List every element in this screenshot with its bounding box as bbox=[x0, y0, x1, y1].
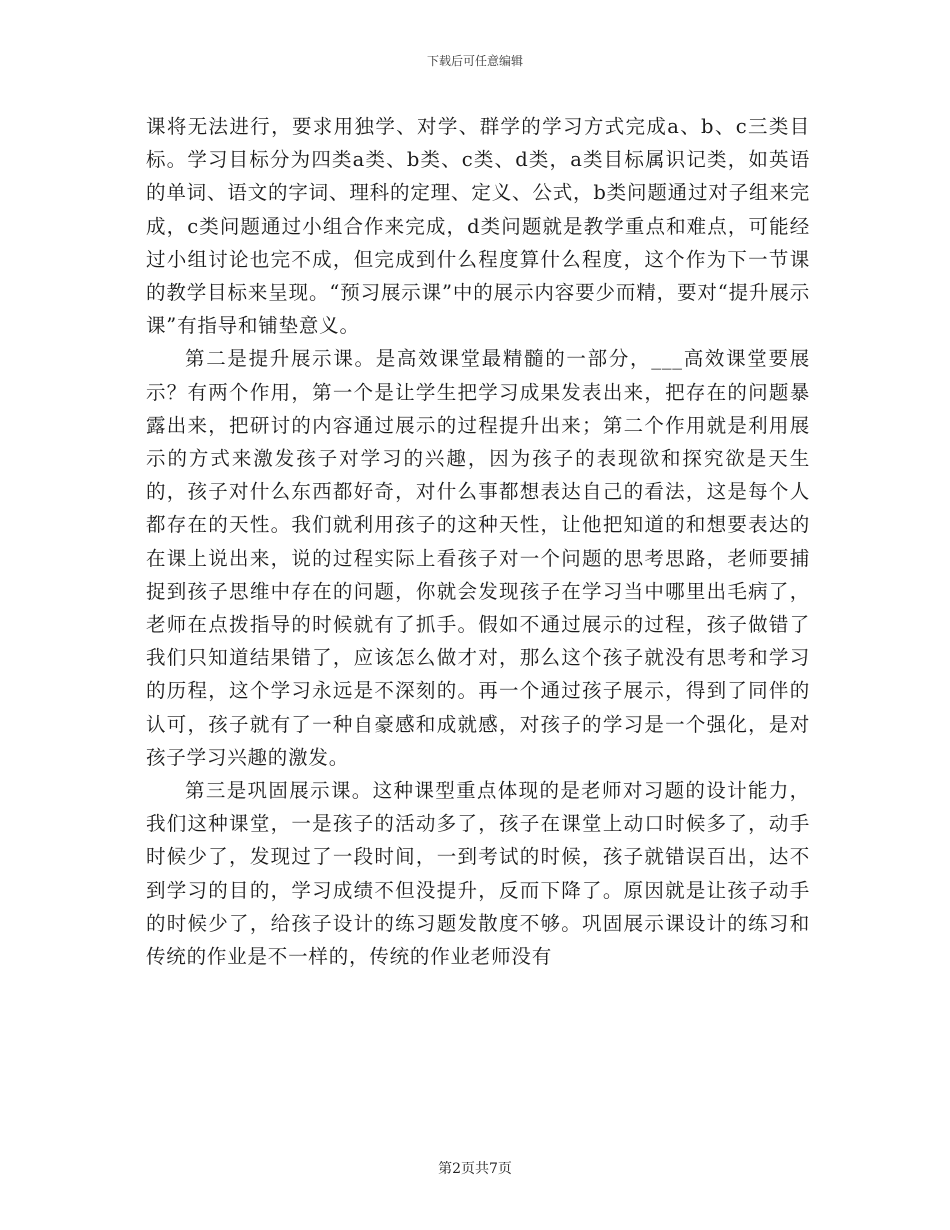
page-header-note: 下载后可任意编辑 bbox=[426, 54, 523, 68]
page-footer-number: 第2页共7页 bbox=[438, 1161, 512, 1177]
document-body bbox=[146, 110, 810, 973]
paragraph-2: 第二是提升展示课。是高效课堂最精髓的一部分，___高效课堂要展示？有两个作用，第一个是让学生把学习成果发表出来，把存在的问题暴露出来，把研讨的内容通过展示的过程提升出来；第二个作用就是利用展示的方式来激发孩子对学习的兴趣，因为孩子的表现欲和探究欲是天生的，孩子对什么东西都好奇，对什么事都想表达自己的看法，这是每个人都存在的天性。我们就利用孩子的这种天性，让他把知道的和想要表达的在课上说出来，说的过程实际上看孩子对一个问题的思考思路，老师要捕捉到孩子思维中存在的问题，你就会发现孩子在学习当中哪里出毛病了，老师在点拨指导的时候就有了抓手。假如不通过展示的过程，孩子做错了我们只知道结果错了，应该怎么做才对，那么这个孩子就没有思考和学习的历程，这个学习永远是不深刻的。再一个通过孩子展示，得到了同伴的认可，孩子就有了一种自豪感和成就感，对孩子的学习是一个强化，是对孩子学习兴趣的激发。 bbox=[146, 347, 810, 769]
paragraph-3: 第三是巩固展示课。这种课型重点体现的是老师对习题的设计能力，我们这种课堂，一是孩子的活动多了，孩子在课堂上动口时候多了，动手时候少了，发现过了一段时间，一到考试的时候，孩子就错误百出，达不到学习的目的，学习成绩不但没提升，反而下降了。原因就是让孩子动手的时候少了，给孩子设计的练习题发散度不够。巩固展示课设计的练习和传统的作业是不一样的，传统的作业老师没有 bbox=[146, 779, 810, 969]
paragraph-1: 课将无法进行，要求用独学、对学、群学的学习方式完成a、b、c三类目标。学习目标分为四类a类、b类、c类、d类，a类目标属识记类，如英语的单词、语文的字词、理科的定理、定义、公式，b类问题通过对子组来完成，c类问题通过小组合作来完成，d类问题就是教学重点和难点，可能经过小组讨论也完不成，但完成到什么程度算什么程度，这个作为下一节课的教学目标来呈现。“预习展示课”中的展示内容要少而精，要对“提升展示课”有指导和铺垫意义。 bbox=[146, 115, 810, 338]
